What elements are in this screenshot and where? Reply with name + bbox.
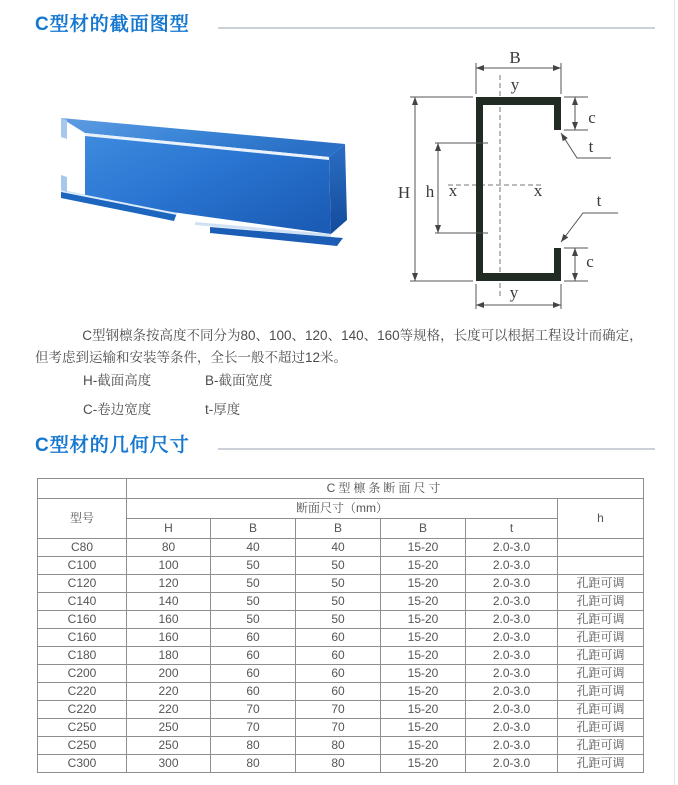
table-cell: C160 bbox=[38, 629, 127, 647]
table-cell: 孔距可调 bbox=[558, 665, 644, 683]
label-c-top: c bbox=[588, 108, 596, 127]
table-cell: 孔距可调 bbox=[558, 629, 644, 647]
table-cell: 15-20 bbox=[381, 755, 466, 773]
table-cell: 160 bbox=[127, 629, 211, 647]
table-cell: 2.0-3.0 bbox=[466, 755, 558, 773]
table-cell: 孔距可调 bbox=[558, 755, 644, 773]
legend-item-H: H-截面高度 bbox=[83, 373, 152, 388]
table-cell: 160 bbox=[127, 611, 211, 629]
table-row bbox=[38, 575, 644, 593]
table-cell: 70 bbox=[211, 719, 296, 737]
table-cell: 2.0-3.0 bbox=[466, 611, 558, 629]
title-rule bbox=[218, 448, 655, 450]
table-cell: 2.0-3.0 bbox=[466, 593, 558, 611]
header-empty-cell bbox=[38, 479, 127, 499]
table-cell: 80 bbox=[211, 755, 296, 773]
header-dims-group: 断面尺寸（mm） bbox=[127, 499, 558, 519]
table-cell: C180 bbox=[38, 647, 127, 665]
table-cell: 70 bbox=[211, 701, 296, 719]
table-cell: 50 bbox=[211, 593, 296, 611]
table-cell: 孔距可调 bbox=[558, 683, 644, 701]
table-cell: 60 bbox=[211, 683, 296, 701]
table-cell: 50 bbox=[296, 575, 381, 593]
header-sub-H: H bbox=[127, 519, 211, 539]
table-cell: 60 bbox=[211, 665, 296, 683]
table-cell: 15-20 bbox=[381, 557, 466, 575]
table-cell: 2.0-3.0 bbox=[466, 539, 558, 557]
table-cell: 70 bbox=[296, 719, 381, 737]
beam-top-lip-left bbox=[61, 118, 67, 139]
table-cell: 50 bbox=[296, 557, 381, 575]
table-cell: 2.0-3.0 bbox=[466, 575, 558, 593]
table-cell: 60 bbox=[211, 629, 296, 647]
table-cell: 70 bbox=[296, 701, 381, 719]
label-t-bottom: t bbox=[596, 191, 602, 210]
table-cell: 孔距可调 bbox=[558, 575, 644, 593]
title-rule bbox=[218, 27, 655, 29]
table-cell: 40 bbox=[296, 539, 381, 557]
table-cell bbox=[558, 557, 644, 575]
table-cell: 2.0-3.0 bbox=[466, 719, 558, 737]
table-cell: 250 bbox=[127, 719, 211, 737]
header-sub-B2: B bbox=[296, 519, 381, 539]
table-cell: 100 bbox=[127, 557, 211, 575]
table-cell: 220 bbox=[127, 701, 211, 719]
table-cell: C300 bbox=[38, 755, 127, 773]
section2-title: C型材的几何尺寸 bbox=[35, 435, 190, 456]
table-cell: 50 bbox=[211, 575, 296, 593]
table-cell: C200 bbox=[38, 665, 127, 683]
table-cell: 200 bbox=[127, 665, 211, 683]
table-cell: 15-20 bbox=[381, 737, 466, 755]
table-row bbox=[38, 557, 644, 575]
section2-header bbox=[35, 430, 655, 457]
table-cell: C100 bbox=[38, 557, 127, 575]
header-sub-t: t bbox=[466, 519, 558, 539]
label-y-bottom: y bbox=[509, 283, 519, 302]
table-cell: 250 bbox=[127, 737, 211, 755]
table-cell: 2.0-3.0 bbox=[466, 683, 558, 701]
table-cell: 孔距可调 bbox=[558, 701, 644, 719]
legend-item-t: t-厚度 bbox=[205, 402, 241, 417]
table-row bbox=[38, 539, 644, 557]
section1-header bbox=[35, 9, 655, 36]
table-cell: 80 bbox=[296, 737, 381, 755]
table-cell: 50 bbox=[296, 593, 381, 611]
table-cell: 80 bbox=[296, 755, 381, 773]
table-cell: 2.0-3.0 bbox=[466, 647, 558, 665]
table-cell: 2.0-3.0 bbox=[466, 557, 558, 575]
table-cell: 180 bbox=[127, 647, 211, 665]
table-cell: 15-20 bbox=[381, 665, 466, 683]
label-B: B bbox=[509, 48, 521, 67]
table-cell: C220 bbox=[38, 683, 127, 701]
table-cell: 60 bbox=[296, 647, 381, 665]
table-cell: 15-20 bbox=[381, 629, 466, 647]
beam-bottom-lip-left bbox=[61, 175, 67, 192]
label-x-right: x bbox=[533, 181, 543, 200]
table-cell: C140 bbox=[38, 593, 127, 611]
header-group-title: C型檩条断面尺寸 bbox=[127, 479, 644, 499]
table-head-rows bbox=[38, 479, 644, 539]
table-cell: 2.0-3.0 bbox=[466, 701, 558, 719]
table-cell: 孔距可调 bbox=[558, 737, 644, 755]
table-cell: 15-20 bbox=[381, 683, 466, 701]
table-cell: 2.0-3.0 bbox=[466, 737, 558, 755]
table-cell: 15-20 bbox=[381, 539, 466, 557]
table-row bbox=[38, 665, 644, 683]
table-cell: 220 bbox=[127, 683, 211, 701]
table-cell bbox=[558, 539, 644, 557]
header-sub-B1: B bbox=[211, 519, 296, 539]
symbol-legend bbox=[83, 369, 273, 418]
table-cell: C80 bbox=[38, 539, 127, 557]
table-cell: 15-20 bbox=[381, 611, 466, 629]
table-cell: 80 bbox=[127, 539, 211, 557]
table-cell: 300 bbox=[127, 755, 211, 773]
table-cell: 孔距可调 bbox=[558, 719, 644, 737]
intro-line-2: 但考虑到运输和安装等条件，全长一般不超过12米。 bbox=[35, 350, 348, 365]
table-cell: C160 bbox=[38, 611, 127, 629]
table-cell: 40 bbox=[211, 539, 296, 557]
table-row bbox=[38, 683, 644, 701]
table-body bbox=[38, 539, 644, 773]
table-cell: 孔距可调 bbox=[558, 647, 644, 665]
c-section-profile bbox=[476, 97, 561, 281]
table-cell: 孔距可调 bbox=[558, 593, 644, 611]
table-cell: 孔距可调 bbox=[558, 611, 644, 629]
c-channel-photo bbox=[45, 82, 385, 292]
dimension-table bbox=[37, 478, 644, 773]
table-row bbox=[38, 593, 644, 611]
t-bottom-leader bbox=[561, 213, 618, 242]
header-h-col: h bbox=[558, 499, 644, 539]
table-cell: 60 bbox=[296, 629, 381, 647]
label-H: H bbox=[397, 183, 411, 202]
c-section-diagram bbox=[393, 45, 678, 320]
table-cell: 2.0-3.0 bbox=[466, 665, 558, 683]
label-t-top: t bbox=[588, 137, 594, 156]
header-sub-B3: B bbox=[381, 519, 466, 539]
table-cell: 15-20 bbox=[381, 575, 466, 593]
legend-item-C: C-卷边宽度 bbox=[83, 402, 152, 417]
label-c-bottom: c bbox=[586, 252, 594, 271]
table-row bbox=[38, 611, 644, 629]
table-cell: 140 bbox=[127, 593, 211, 611]
table-cell: C250 bbox=[38, 737, 127, 755]
table-cell: 60 bbox=[296, 683, 381, 701]
legend-item-B: B-截面宽度 bbox=[205, 373, 273, 388]
table-cell: 50 bbox=[211, 611, 296, 629]
table-cell: 15-20 bbox=[381, 719, 466, 737]
table-cell: 60 bbox=[296, 665, 381, 683]
table-cell: 2.0-3.0 bbox=[466, 629, 558, 647]
table-row bbox=[38, 701, 644, 719]
table-row bbox=[38, 755, 644, 773]
section1-title: C型材的截面图型 bbox=[35, 14, 190, 35]
table-cell: C250 bbox=[38, 719, 127, 737]
table-row bbox=[38, 647, 644, 665]
table-cell: 15-20 bbox=[381, 593, 466, 611]
label-y-top: y bbox=[510, 75, 520, 94]
table-row bbox=[38, 629, 644, 647]
table-cell: 80 bbox=[211, 737, 296, 755]
beam-end-face bbox=[329, 144, 347, 234]
table-cell: 120 bbox=[127, 575, 211, 593]
intro-paragraph bbox=[35, 325, 650, 369]
table-cell: 50 bbox=[296, 611, 381, 629]
table-row bbox=[38, 737, 644, 755]
table-cell: 15-20 bbox=[381, 701, 466, 719]
t-top-leader bbox=[561, 133, 611, 158]
label-x-left: x bbox=[448, 181, 458, 200]
table-cell: C120 bbox=[38, 575, 127, 593]
header-model-col: 型号 bbox=[38, 499, 127, 539]
label-h: h bbox=[425, 182, 435, 201]
table-row bbox=[38, 719, 644, 737]
intro-line-1: C型钢檩条按高度不同分为80、100、120、140、160等规格，长度可以根据工程设计而确定， bbox=[82, 328, 643, 343]
table-cell: C220 bbox=[38, 701, 127, 719]
table-cell: 50 bbox=[211, 557, 296, 575]
table-cell: 15-20 bbox=[381, 647, 466, 665]
table-cell: 60 bbox=[211, 647, 296, 665]
